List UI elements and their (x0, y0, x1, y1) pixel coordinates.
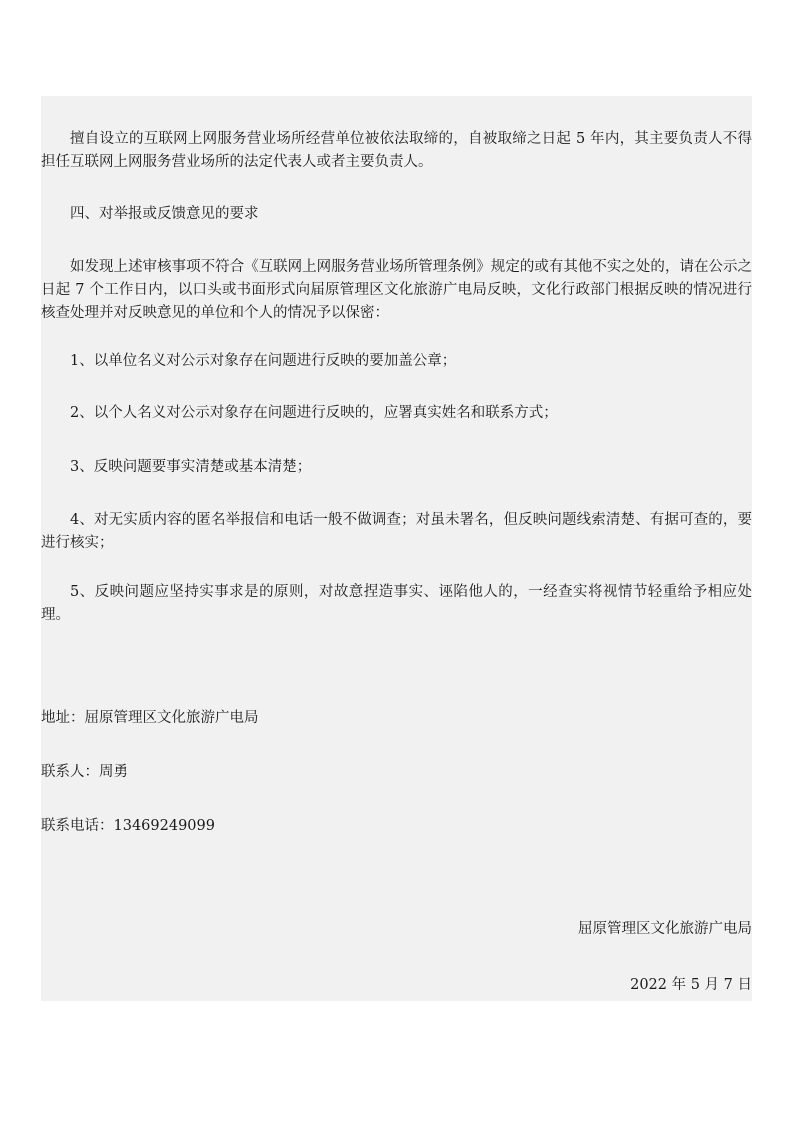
list-item-4: 4、对无实质内容的匿名举报信和电话一般不做调查；对虽未署名，但反映问题线索清楚、有据可查的，要进行核实； (41, 512, 752, 551)
paragraph-disqualification: 擅自设立的互联网上网服务营业场所经营单位被依法取缔的，自被取缔之日起 5 年内，其主要负责人不得担任互联网上网服务营业场所的法定代表人或者主要负责人。 (41, 131, 752, 170)
list-item-3: 3、反映问题要事实清楚或基本清楚； (70, 459, 312, 475)
section-heading-feedback: 四、对举报或反馈意见的要求 (70, 206, 259, 222)
signature-date: 2022 年 5 月 7 日 (630, 977, 752, 993)
signature-organization: 屈原管理区文化旅游广电局 (578, 921, 752, 937)
contact-address: 地址：屈原管理区文化旅游广电局 (41, 710, 259, 726)
paragraph-feedback-instructions: 如发现上述审核事项不符合《互联网上网服务营业场所管理条例》规定的或有其他不实之处的，请在公示之日起 7 个工作日内，以口头或书面形式向届原管理区文化旅游广电局反映，文化行政部门根据反映的情况进行核查处理并对反映意见的单位和个人的情况予以保密： (41, 259, 752, 321)
contact-phone: 联系电话：13469249099 (41, 818, 215, 834)
list-item-2: 2、以个人名义对公示对象存在问题进行反映的，应署真实姓名和联系方式； (70, 405, 558, 421)
contact-person: 联系人：周勇 (41, 764, 128, 780)
list-item-1: 1、以单位名义对公示对象存在问题进行反映的要加盖公章； (70, 353, 457, 369)
list-item-5: 5、反映问题应坚持实事求是的原则，对故意捏造事实、诬陷他人的，一经查实将视情节轻重给予相应处理。 (41, 584, 752, 623)
